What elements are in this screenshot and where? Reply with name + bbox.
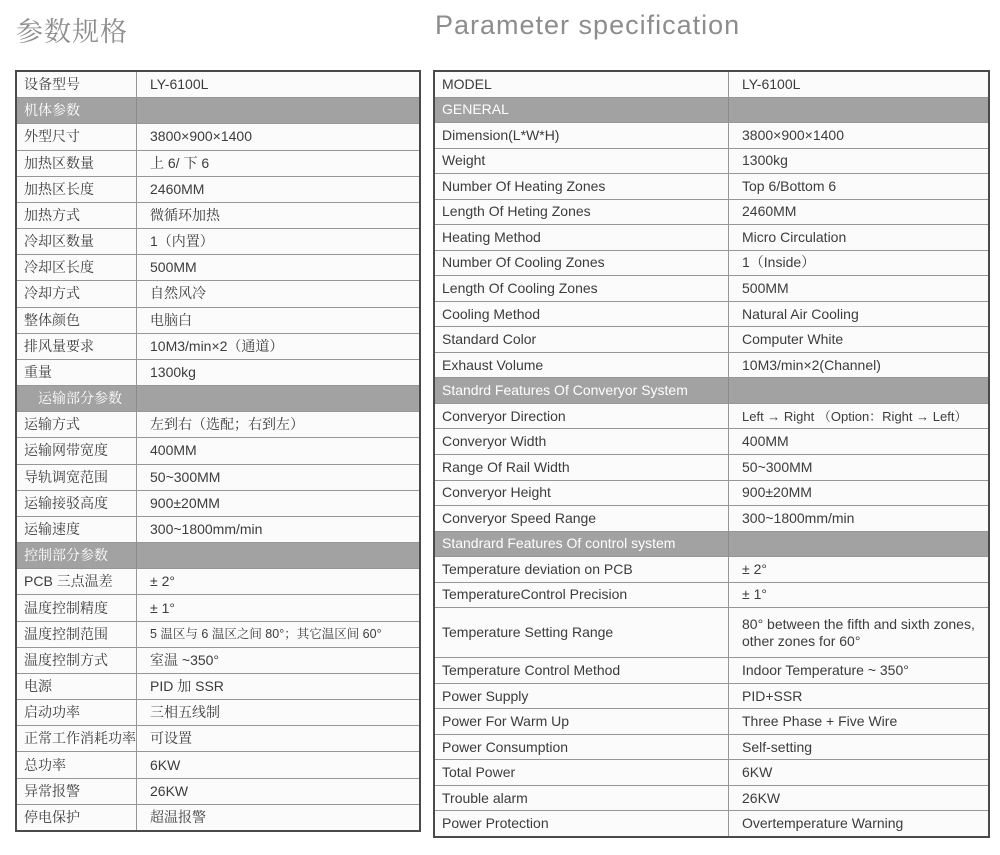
row-value: [137, 386, 419, 411]
table-row: [17, 360, 419, 386]
row-label: 冷却区数量: [17, 229, 137, 254]
row-value: 6KW: [150, 756, 181, 773]
table-row: [435, 786, 988, 812]
row-label: 温度控制精度: [17, 595, 137, 620]
spec-table-zh: [15, 70, 421, 832]
row-label: Converyor Speed Range: [435, 506, 729, 531]
row-label: Exhaust Volume: [435, 353, 729, 378]
row-value: 5 温区与 6 温区之间 80°；其它温区间 60°: [150, 626, 382, 641]
row-label: Heating Method: [435, 225, 729, 250]
row-value: 500MM: [742, 280, 789, 297]
table-row: [435, 684, 988, 710]
row-label: Converyor Direction: [435, 404, 729, 429]
page-title-en: Parameter specification: [435, 10, 741, 40]
row-value: 900±20MM: [742, 484, 812, 501]
section-header-row: [435, 378, 988, 404]
row-value: 10M3/min×2(Channel): [742, 356, 881, 373]
row-value: LY-6100L: [150, 76, 209, 93]
row-value: 左到右（选配；右到左）: [150, 416, 304, 433]
table-row: [435, 658, 988, 684]
table-row: [435, 251, 988, 277]
row-label: Standrd Features Of Converyor System: [435, 378, 729, 403]
table-row: [17, 177, 419, 203]
table-row: [435, 735, 988, 761]
spec-table-en: [433, 70, 990, 838]
row-value: 300~1800mm/min: [742, 509, 855, 526]
table-row: [17, 203, 419, 229]
row-value: 3800×900×1400: [742, 126, 844, 143]
row-label: 启动功率: [17, 700, 137, 725]
table-row: [17, 334, 419, 360]
row-label: 运输速度: [17, 517, 137, 542]
row-value: Micro Circulation: [742, 228, 847, 245]
row-label: Weight: [435, 149, 729, 174]
row-label: Converyor Height: [435, 481, 729, 506]
table-row: [435, 174, 988, 200]
table-row: [435, 583, 988, 609]
row-value: 26KW: [150, 782, 189, 799]
row-value: 26KW: [742, 789, 781, 806]
row-value: 超温报警: [150, 808, 206, 825]
row-label: 温度控制方式: [17, 648, 137, 673]
table-row: [17, 255, 419, 281]
row-label: Total Power: [435, 760, 729, 785]
row-value: [137, 98, 419, 123]
row-label: Range Of Rail Width: [435, 455, 729, 480]
row-value: 室温 ~350°: [150, 651, 220, 668]
row-value: Top 6/Bottom 6: [742, 177, 837, 194]
row-value: 400MM: [742, 433, 789, 450]
row-value: Three Phase + Five Wire: [742, 713, 898, 730]
row-value: 50~300MM: [150, 468, 221, 485]
row-value: Left → Right （Option：Right → Left）: [742, 408, 968, 424]
row-value: 2460MM: [742, 203, 797, 220]
table-row: [435, 760, 988, 786]
page-title-zh: 参数规格: [16, 17, 128, 47]
row-value: 1（内置）: [150, 233, 214, 250]
table-row: [17, 674, 419, 700]
table-row: [17, 779, 419, 805]
row-value: 6KW: [742, 764, 773, 781]
row-value: 50~300MM: [742, 458, 813, 475]
table-row: [17, 438, 419, 464]
row-label: Converyor Width: [435, 429, 729, 454]
row-label: 设备型号: [17, 72, 137, 97]
table-row: [17, 517, 419, 543]
row-value: ± 1°: [742, 586, 767, 603]
row-value: [729, 532, 988, 557]
row-value: Overtemperature Warning: [742, 815, 904, 832]
row-label: 温度控制范围: [17, 622, 137, 647]
row-label: 机体参数: [17, 98, 137, 123]
row-value: ± 2°: [150, 573, 175, 590]
row-label: 外型尺寸: [17, 124, 137, 149]
row-label: 导轨调宽范围: [17, 465, 137, 490]
row-value: 微循环加热: [150, 206, 220, 223]
row-label: Length Of Heting Zones: [435, 200, 729, 225]
row-value: ± 2°: [742, 560, 767, 577]
row-label: 正常工作消耗功率: [17, 726, 137, 751]
row-value: 自然风冷: [150, 285, 206, 302]
row-label: 运输网带宽度: [17, 438, 137, 463]
row-label: Standard Color: [435, 327, 729, 352]
row-label: 运输接驳高度: [17, 491, 137, 516]
row-value: 电脑白: [150, 311, 192, 328]
row-label: 加热区长度: [17, 177, 137, 202]
table-row: [17, 124, 419, 150]
table-row: [435, 200, 988, 226]
table-row: [435, 327, 988, 353]
section-header-row: [17, 386, 419, 412]
section-header-row: [435, 532, 988, 558]
row-label: 控制部分参数: [17, 543, 137, 568]
row-label: Standrard Features Of control system: [435, 532, 729, 557]
row-value: 三相五线制: [150, 704, 220, 721]
row-value: 1300kg: [742, 152, 788, 169]
table-row: [17, 72, 419, 98]
table-row: [17, 700, 419, 726]
table-row: [17, 229, 419, 255]
row-value: [729, 98, 988, 123]
row-label: Trouble alarm: [435, 786, 729, 811]
row-label: Length Of Cooling Zones: [435, 276, 729, 301]
table-row: [435, 225, 988, 251]
table-row: [17, 412, 419, 438]
table-row: [17, 281, 419, 307]
table-row: [17, 569, 419, 595]
row-label: Temperature Setting Range: [435, 608, 729, 657]
table-row: [17, 622, 419, 648]
table-row: [435, 149, 988, 175]
row-value: 上 6/ 下 6: [150, 154, 210, 171]
table-row: [17, 805, 419, 830]
row-value: Indoor Temperature ~ 350°: [742, 661, 909, 678]
section-header-row: [435, 98, 988, 124]
row-label: GENERAL: [435, 98, 729, 123]
table-row: [17, 752, 419, 778]
table-row: [17, 465, 419, 491]
row-value: 1（Inside）: [742, 254, 816, 271]
row-value: ± 1°: [150, 599, 175, 616]
table-row: [435, 302, 988, 328]
row-label: Power Protection: [435, 811, 729, 836]
section-header-row: [17, 98, 419, 124]
table-row: [435, 123, 988, 149]
row-value: 可设置: [150, 730, 192, 747]
row-label: 重量: [17, 360, 137, 385]
row-label: 冷却方式: [17, 281, 137, 306]
table-row: [435, 557, 988, 583]
row-value: [137, 543, 419, 568]
table-row: [435, 276, 988, 302]
row-value: 1300kg: [150, 363, 196, 380]
row-value: 400MM: [150, 442, 197, 459]
row-label: 运输部分参数: [17, 386, 137, 411]
row-label: Power Consumption: [435, 735, 729, 760]
table-row: [435, 353, 988, 379]
row-label: 整体颜色: [17, 308, 137, 333]
row-value: 3800×900×1400: [150, 128, 252, 145]
row-label: 冷却区长度: [17, 255, 137, 280]
row-label: Number Of Cooling Zones: [435, 251, 729, 276]
row-label: MODEL: [435, 72, 729, 97]
row-label: 总功率: [17, 752, 137, 777]
row-label: 异常报警: [17, 779, 137, 804]
table-row: [435, 429, 988, 455]
row-value: Computer White: [742, 331, 844, 348]
row-value: 500MM: [150, 259, 197, 276]
row-label: 排风量要求: [17, 334, 137, 359]
table-row: [17, 151, 419, 177]
row-label: Power For Warm Up: [435, 709, 729, 734]
row-label: TemperatureControl Precision: [435, 583, 729, 608]
row-label: 停电保护: [17, 805, 137, 830]
table-row: [435, 811, 988, 836]
table-row: [435, 709, 988, 735]
row-label: Temperature Control Method: [435, 658, 729, 683]
row-label: 加热区数量: [17, 151, 137, 176]
row-value: 80° between the fifth and sixth zones, other zones for 60°: [742, 615, 975, 649]
row-label: PCB 三点温差: [17, 569, 137, 594]
row-value: [729, 378, 988, 403]
table-row: [435, 608, 988, 658]
row-value: LY-6100L: [742, 75, 801, 92]
row-value: PID+SSR: [742, 687, 803, 704]
table-row: [17, 648, 419, 674]
row-label: 加热方式: [17, 203, 137, 228]
row-value: Self-setting: [742, 738, 813, 755]
table-row: [435, 72, 988, 98]
row-value: PID 加 SSR: [150, 678, 224, 695]
row-value: 2460MM: [150, 180, 205, 197]
row-label: Number Of Heating Zones: [435, 174, 729, 199]
table-row: [17, 595, 419, 621]
table-row: [435, 481, 988, 507]
table-row: [435, 506, 988, 532]
row-label: 电源: [17, 674, 137, 699]
row-value: 900±20MM: [150, 494, 220, 511]
table-row: [17, 491, 419, 517]
table-row: [17, 726, 419, 752]
row-value: 300~1800mm/min: [150, 521, 263, 537]
row-label: Power Supply: [435, 684, 729, 709]
row-value: Natural Air Cooling: [742, 305, 859, 322]
row-label: 运输方式: [17, 412, 137, 437]
row-label: Cooling Method: [435, 302, 729, 327]
row-label: Temperature deviation on PCB: [435, 557, 729, 582]
table-row: [435, 455, 988, 481]
table-row: [17, 308, 419, 334]
section-header-row: [17, 543, 419, 569]
row-label: Dimension(L*W*H): [435, 123, 729, 148]
table-row: [435, 404, 988, 430]
row-value: 10M3/min×2（通道）: [150, 337, 284, 354]
